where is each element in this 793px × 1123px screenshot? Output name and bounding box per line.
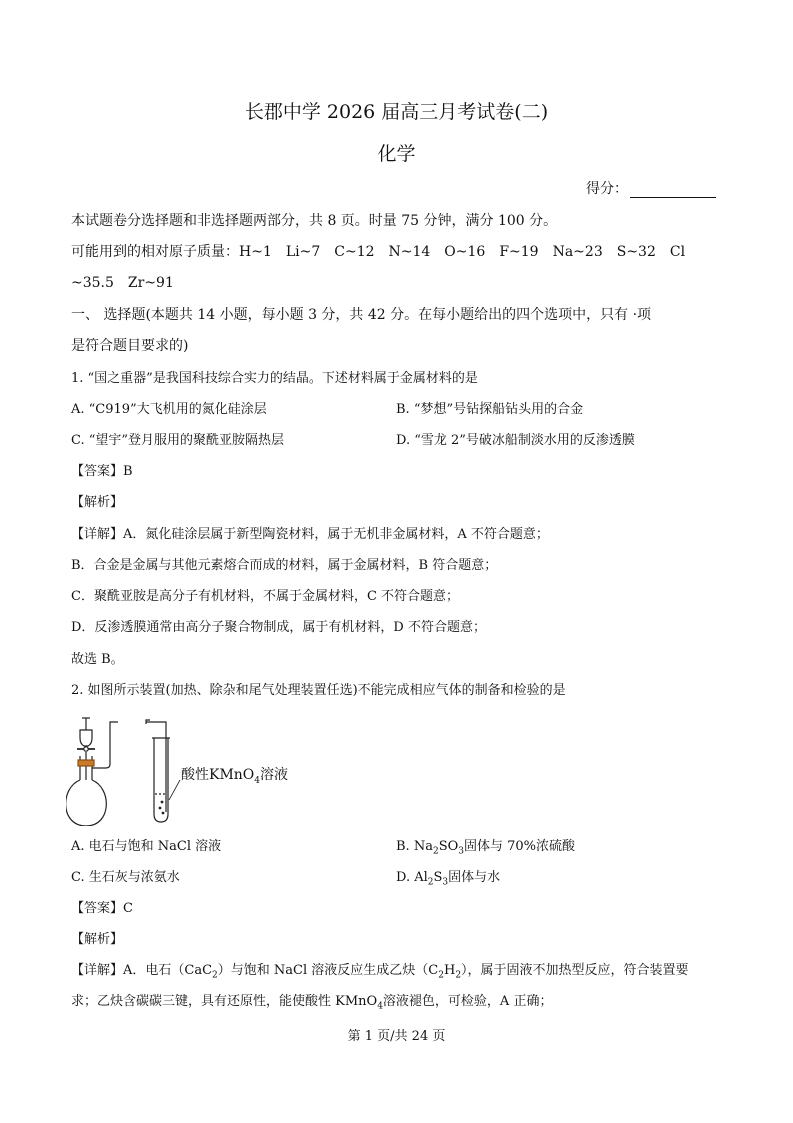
intro-line-2: 可能用到的相对原子质量：H~1 Li~7 C~12 N~14 O~16 F~19 Na~23 S~32 Cl — [71, 244, 686, 260]
question-2-answer: 【答案】C — [71, 901, 133, 916]
exam-title: 长郡中学 2026 届高三月考试卷(二) — [244, 101, 549, 123]
score-field — [586, 178, 716, 198]
apparatus-figure — [66, 716, 326, 826]
delivery-tube — [146, 720, 166, 812]
question-2-detail-line-1: 【详解】A．电石（CaC$_2$）与饱和 NaCl 溶液反应生成乙炔$(C_2H_2)$，属于固液不加热型反应，符合装置要 — [71, 963, 689, 981]
question-1-option-d: D. “雪龙 2”号破冰船制淡水用的反渗透膜 — [396, 433, 635, 448]
question-2-option-b: B. $Na_2SO_3$固体与 70%浓硫酸 — [396, 839, 576, 857]
question-2-option-c: C. 生石灰与浓氨水 — [71, 870, 180, 885]
question-1-detail-d: D．反渗透膜通常由高分子聚合物制成，属于有机材料，D 不符合题意； — [71, 620, 486, 635]
question-2-option-d: D. $Al_2S_3$固体与水 — [396, 870, 501, 888]
intro-line-1: 本试题卷分选择题和非选择题两部分，共 8 页。时量 75 分钟，满分 100 分。 — [71, 213, 558, 229]
section-heading-line-2: 是符合题目要求的) — [71, 338, 189, 354]
question-1-analysis-label: 【解析】 — [71, 495, 124, 510]
question-2-detail-line-2: 求；乙炔含碳碳三键，具有还原性，能使酸性 KMnO$_4$溶液褪色，可检验，A 正确； — [71, 994, 553, 1012]
score-blank-line — [630, 183, 716, 198]
question-1-detail-a: 【详解】A．氮化硅涂层属于新型陶瓷材料，属于无机非金属材料，A 不符合题意； — [71, 527, 549, 542]
question-2-analysis-label: 【解析】 — [71, 932, 124, 947]
question-1-stem: 1. “国之重器”是我国科技综合实力的结晶。下述材料属于金属材料的是 — [71, 371, 478, 386]
intro-line-3: ~35.5 Zr~91 — [71, 275, 174, 291]
score-label: 得分： — [586, 181, 628, 197]
kmno4-solution-label: 酸性KMnO$_4$溶液 — [181, 767, 289, 786]
question-2-stem: 2. 如图所示装置(加热、除杂和尾气处理装置任选)不能完成相应气体的制备和检验的是 — [71, 683, 566, 698]
question-1-detail-c: C．聚酰亚胺是高分子有机材料，不属于金属材料，C 不符合题意； — [71, 589, 460, 604]
question-1-option-b: B. “梦想”号钻探船钻头用的合金 — [396, 402, 584, 417]
question-2-option-a: A. 电石与饱和 NaCl 溶液 — [71, 839, 222, 854]
subject-title: 化学 — [377, 143, 416, 165]
section-heading-line-1: 一、 选择题(本题共 14 小题，每小题 3 分，共 42 分。在每小题给出的四个选项中，只有 ·项 — [71, 307, 652, 323]
question-1-option-c: C. “望宇”登月服用的聚酰亚胺隔热层 — [71, 433, 285, 448]
page-number: 第 1 页/共 24 页 — [347, 1029, 446, 1044]
question-1-conclusion: 故选 B。 — [71, 652, 124, 667]
question-1-detail-b: B．合金是金属与其他元素熔合而成的材料，属于金属材料，B 符合题意； — [71, 558, 498, 573]
question-1-option-a: A. “C919”大飞机用的氮化硅涂层 — [71, 402, 267, 417]
question-1-answer: 【答案】B — [71, 464, 133, 479]
